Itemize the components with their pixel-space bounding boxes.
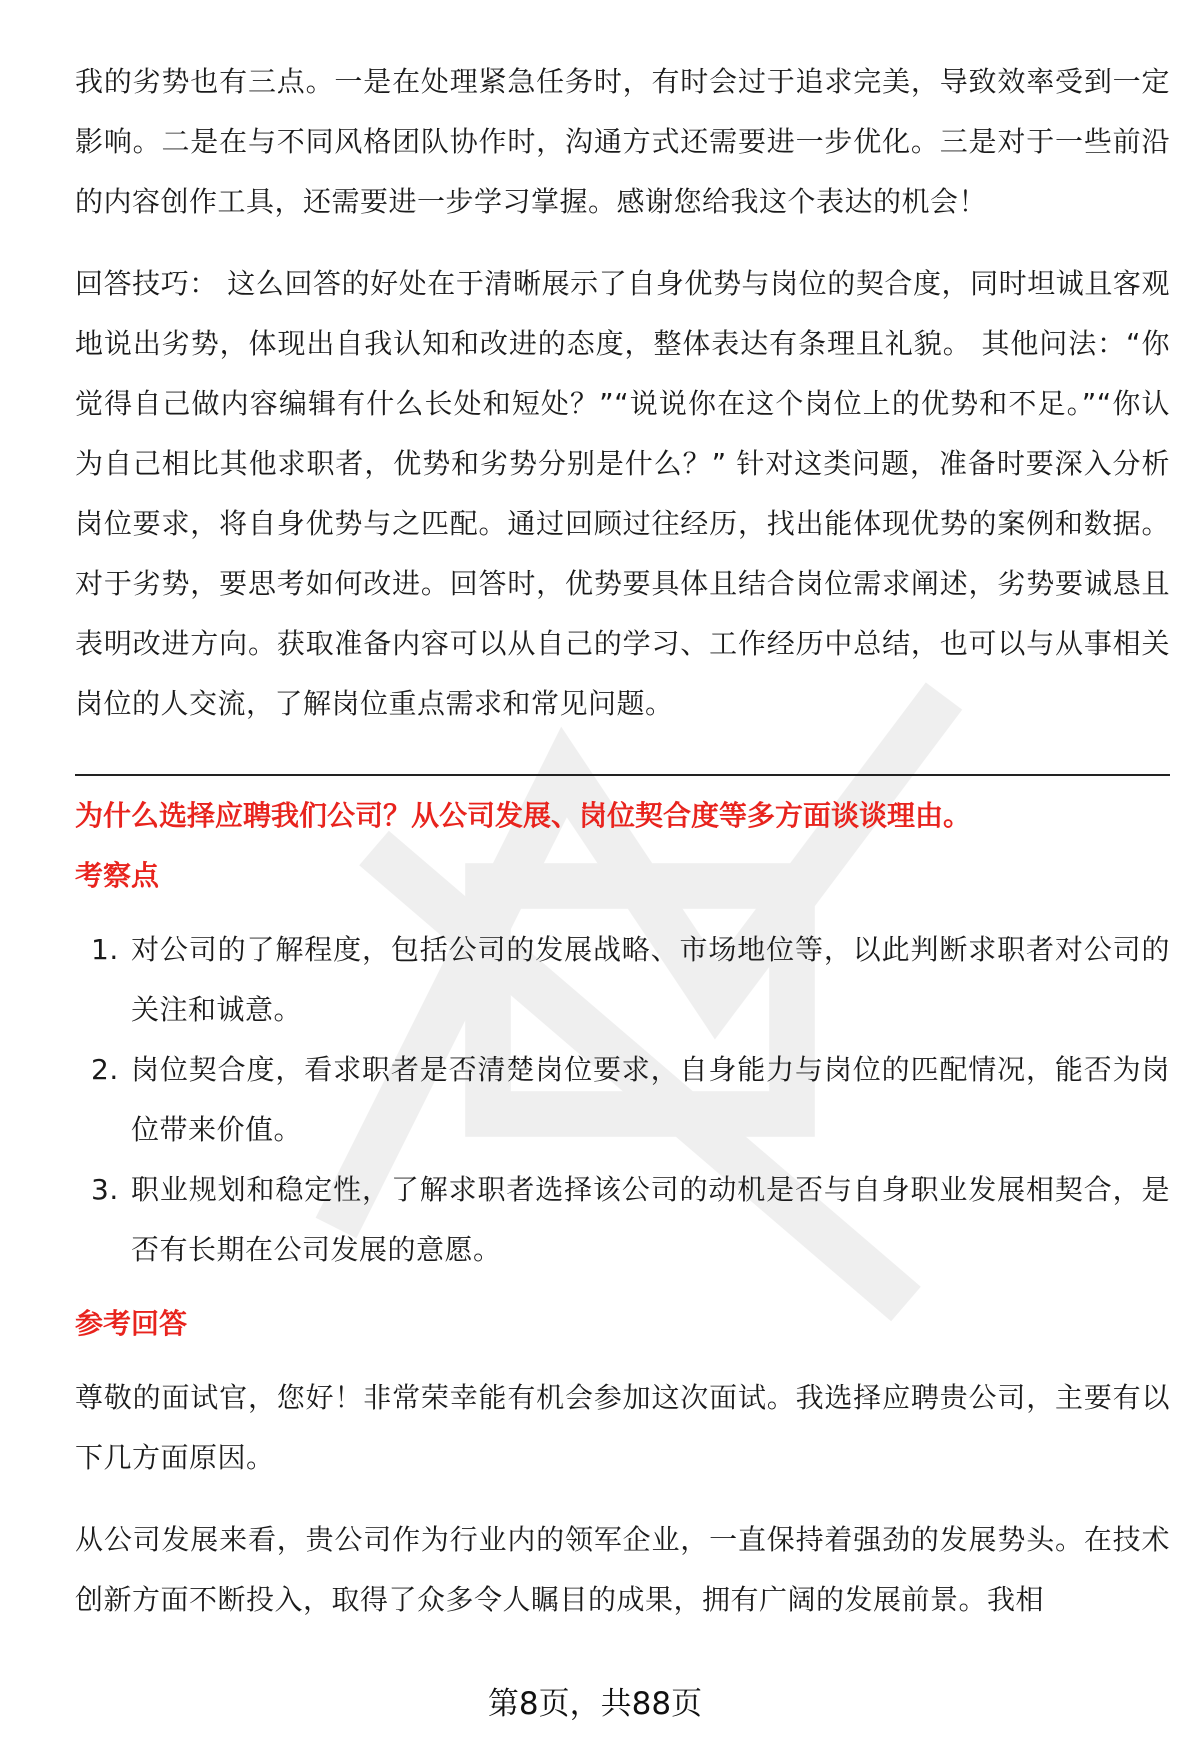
focus-points-list — [75, 920, 1170, 1280]
list-item-number: 1. — [91, 933, 119, 966]
focus-points-label: 考察点 — [75, 859, 160, 892]
question-title: 为什么选择应聘我们公司？从公司发展、岗位契合度等多方面谈谈理由。 — [75, 799, 972, 832]
list-item — [75, 1040, 1170, 1160]
page-number-footer: 第8页，共88页 — [487, 1686, 703, 1722]
page-content — [75, 52, 1170, 1652]
weakness-paragraph: 我的劣势也有三点。一是在处理紧急任务时，有时会过于追求完美，导致效率受到一定影响。二是在与不同风格团队协作时，沟通方式还需要进一步优化。三是对于一些前沿的内容创作工具，还需要进一步学习掌握。感谢您给我这个表达的机会！ — [75, 65, 1170, 218]
list-item-text: 岗位契合度，看求职者是否清楚岗位要求，自身能力与岗位的匹配情况，能否为岗位带来价值。 — [131, 1053, 1170, 1146]
answer-paragraph: 尊敬的面试官，您好！非常荣幸能有机会参加这次面试。我选择应聘贵公司，主要有以下几方面原因。 — [75, 1381, 1170, 1474]
section-divider — [75, 774, 1170, 776]
reference-answer-label: 参考回答 — [75, 1307, 188, 1340]
answer-tips-paragraph: 回答技巧： 这么回答的好处在于清晰展示了自身优势与岗位的契合度，同时坦诚且客观地说出劣势，体现出自我认知和改进的态度，整体表达有条理且礼貌。 其他问法：“你觉得自己做内容编辑有什么长处和短处？”“说说你在这个岗位上的优势和不足。”“你认为自己相比其他求职者，优势和劣势分别是什么？” 针对这类问题，准备时要深入分析岗位要求，将自身优势与之匹配。通过回顾过往经历，找出能体现优势的案例和数据。对于劣势，要思考如何改进。回答时，优势要具体且结合岗位需求阐述，劣势要诚恳且表明改进方向。获取准备内容可以从自己的学习、工作经历中总结，也可以与从事相关岗位的人交流，了解岗位重点需求和常见问题。 — [75, 267, 1170, 720]
list-item-number: 3. — [91, 1173, 119, 1206]
list-item-number: 2. — [91, 1053, 119, 1086]
list-item-text: 职业规划和稳定性，了解求职者选择该公司的动机是否与自身职业发展相契合，是否有长期在公司发展的意愿。 — [131, 1173, 1170, 1266]
answer-paragraph: 从公司发展来看，贵公司作为行业内的领军企业，一直保持着强劲的发展势头。在技术创新方面不断投入，取得了众多令人瞩目的成果，拥有广阔的发展前景。我相 — [75, 1523, 1170, 1616]
list-item — [75, 1160, 1170, 1280]
list-item-text: 对公司的了解程度，包括公司的发展战略、市场地位等，以此判断求职者对公司的关注和诚意。 — [131, 933, 1170, 1026]
list-item — [75, 920, 1170, 1040]
